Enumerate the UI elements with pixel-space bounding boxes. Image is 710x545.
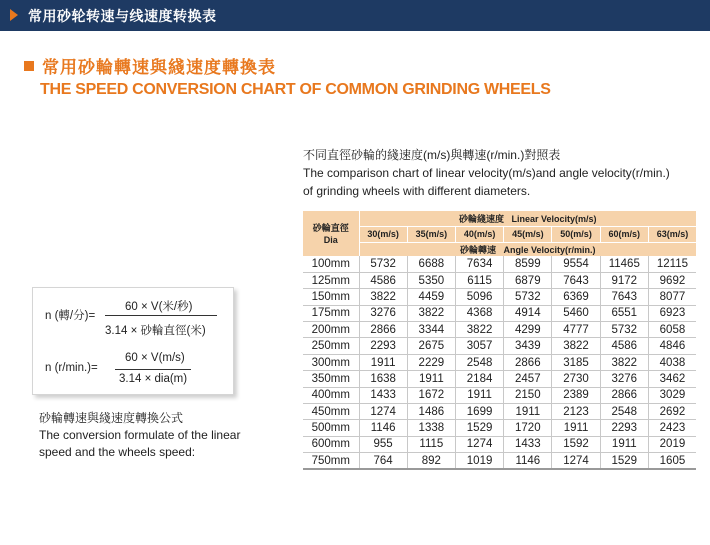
rpm-cell: 1146 — [359, 420, 407, 436]
speed-column-header: 35(m/s) — [407, 226, 455, 242]
speed-column-header: 63(m/s) — [648, 226, 696, 242]
rpm-cell: 2866 — [359, 322, 407, 338]
rpm-cell: 4368 — [455, 305, 503, 321]
rpm-cell: 3276 — [359, 305, 407, 321]
rpm-cell: 4038 — [648, 354, 696, 370]
speed-column-header: 45(m/s) — [504, 226, 552, 242]
rpm-cell: 1638 — [359, 371, 407, 387]
diameter-cell: 175mm — [303, 305, 359, 321]
formula2-fraction-bar — [115, 369, 191, 370]
speed-column-header: 30(m/s) — [359, 226, 407, 242]
linear-velocity-header: 砂輪綫速度 Linear Velocity(m/s) — [359, 211, 696, 226]
table-corner-header — [303, 211, 359, 256]
formula1-denominator: 3.14 × 砂輪直徑(米) — [105, 325, 206, 337]
rpm-cell: 1911 — [504, 404, 552, 420]
rpm-cell: 1699 — [455, 404, 503, 420]
rpm-cell: 2675 — [407, 338, 455, 354]
rpm-cell: 2229 — [407, 354, 455, 370]
rpm-cell: 1911 — [455, 387, 503, 403]
corner-zh: 砂輪直徑 — [312, 222, 349, 233]
rpm-cell: 1433 — [504, 436, 552, 452]
speed-column-header: 40(m/s) — [455, 226, 503, 242]
rpm-cell: 6688 — [407, 256, 455, 272]
rpm-cell: 955 — [359, 436, 407, 452]
formula1-left: n (轉/分)= — [45, 310, 96, 322]
rpm-cell: 6879 — [504, 272, 552, 288]
rpm-cell: 2389 — [552, 387, 600, 403]
rpm-cell: 5732 — [600, 322, 648, 338]
rpm-cell: 1720 — [504, 420, 552, 436]
diameter-cell: 450mm — [303, 404, 359, 420]
diameter-cell: 600mm — [303, 436, 359, 452]
diameter-cell: 200mm — [303, 322, 359, 338]
rpm-cell: 9554 — [552, 256, 600, 272]
rpm-cell: 6551 — [600, 305, 648, 321]
rpm-cell: 4914 — [504, 305, 552, 321]
table-row — [303, 420, 696, 436]
description-en-line2: of grinding wheels with different diameters. — [303, 184, 531, 198]
description-zh: 不同直徑砂輪的綫速度(m/s)與轉速(r/min.)對照表 — [303, 148, 561, 162]
formula1-fraction-bar — [105, 315, 217, 316]
diameter-cell: 125mm — [303, 272, 359, 288]
rpm-cell: 4586 — [600, 338, 648, 354]
formula-box — [32, 287, 234, 395]
table-row — [303, 354, 696, 370]
rpm-cell: 8599 — [504, 256, 552, 272]
rpm-cell: 2184 — [455, 371, 503, 387]
diameter-cell: 100mm — [303, 256, 359, 272]
rpm-cell: 5732 — [504, 289, 552, 305]
rpm-cell: 11465 — [600, 256, 648, 272]
rpm-cell: 4777 — [552, 322, 600, 338]
rpm-cell: 2457 — [504, 371, 552, 387]
table-row — [303, 387, 696, 403]
rpm-cell: 6115 — [455, 272, 503, 288]
rpm-cell: 1146 — [504, 453, 552, 469]
rpm-cell: 7643 — [552, 272, 600, 288]
rpm-cell: 1592 — [552, 436, 600, 452]
rpm-cell: 5350 — [407, 272, 455, 288]
rpm-cell: 1115 — [407, 436, 455, 452]
rpm-cell: 1019 — [455, 453, 503, 469]
rpm-cell: 3276 — [600, 371, 648, 387]
rpm-cell: 1911 — [359, 354, 407, 370]
orange-square-icon — [24, 61, 34, 71]
rpm-cell: 1529 — [600, 453, 648, 469]
diameter-cell: 400mm — [303, 387, 359, 403]
table-row — [303, 371, 696, 387]
rpm-cell: 5732 — [359, 256, 407, 272]
rpm-cell: 7634 — [455, 256, 503, 272]
top-bar — [0, 0, 710, 31]
speed-column-header: 60(m/s) — [600, 226, 648, 242]
rpm-cell: 9692 — [648, 272, 696, 288]
rpm-cell: 1605 — [648, 453, 696, 469]
rpm-cell: 1274 — [455, 436, 503, 452]
formula-caption — [39, 410, 240, 461]
heading-zh: 常用砂輪轉速與綫速度轉換表 — [42, 58, 276, 77]
rpm-cell: 2423 — [648, 420, 696, 436]
rpm-cell: 3822 — [455, 322, 503, 338]
rpm-cell: 1529 — [455, 420, 503, 436]
rpm-cell: 4846 — [648, 338, 696, 354]
diameter-cell: 500mm — [303, 420, 359, 436]
formula2-numerator: 60 × V(m/s) — [125, 352, 185, 364]
rpm-cell: 2548 — [600, 404, 648, 420]
rpm-cell: 3185 — [552, 354, 600, 370]
rpm-cell: 2293 — [600, 420, 648, 436]
rpm-cell: 8077 — [648, 289, 696, 305]
rpm-cell: 4459 — [407, 289, 455, 305]
section-heading — [24, 53, 551, 99]
formula2-left: n (r/min.)= — [45, 362, 98, 374]
rpm-cell: 2692 — [648, 404, 696, 420]
rpm-cell: 2866 — [504, 354, 552, 370]
table-row — [303, 404, 696, 420]
conversion-table — [303, 211, 696, 470]
table-row — [303, 322, 696, 338]
speed-column-header: 50(m/s) — [552, 226, 600, 242]
rpm-cell: 892 — [407, 453, 455, 469]
rpm-cell: 2019 — [648, 436, 696, 452]
formula1-numerator: 60 × V(米/秒) — [125, 301, 193, 313]
rpm-cell: 2866 — [600, 387, 648, 403]
rpm-cell: 4299 — [504, 322, 552, 338]
corner-en: Dia — [323, 234, 338, 245]
rpm-cell: 1433 — [359, 387, 407, 403]
rpm-cell: 9172 — [600, 272, 648, 288]
heading-en: THE SPEED CONVERSION CHART OF COMMON GRINDING WHEELS — [40, 81, 551, 98]
formula-caption-en-line2: speed and the wheels speed: — [39, 445, 196, 459]
diameter-cell: 300mm — [303, 354, 359, 370]
rpm-cell: 1672 — [407, 387, 455, 403]
diameter-cell: 350mm — [303, 371, 359, 387]
top-bar-title: 常用砂轮转速与线速度转换表 — [28, 7, 217, 24]
rpm-cell: 1274 — [552, 453, 600, 469]
rpm-cell: 1338 — [407, 420, 455, 436]
rpm-cell: 2730 — [552, 371, 600, 387]
diameter-cell: 750mm — [303, 453, 359, 469]
description-en-line1: The comparison chart of linear velocity(m/s)and angle velocity(r/min.) — [303, 166, 670, 180]
rpm-cell: 3822 — [359, 289, 407, 305]
rpm-cell: 7643 — [600, 289, 648, 305]
rpm-cell: 4586 — [359, 272, 407, 288]
table-row — [303, 289, 696, 305]
rpm-cell: 3057 — [455, 338, 503, 354]
rpm-cell: 3439 — [504, 338, 552, 354]
rpm-cell: 3822 — [552, 338, 600, 354]
rpm-cell: 3822 — [600, 354, 648, 370]
rpm-cell: 6058 — [648, 322, 696, 338]
table-row — [303, 272, 696, 288]
chevron-right-icon — [8, 0, 22, 31]
formula-caption-en-line1: The conversion formulate of the linear — [39, 428, 241, 442]
rpm-cell: 1911 — [552, 420, 600, 436]
rpm-cell: 2293 — [359, 338, 407, 354]
diameter-cell: 250mm — [303, 338, 359, 354]
rpm-cell: 3462 — [648, 371, 696, 387]
rpm-cell: 1911 — [600, 436, 648, 452]
table-row — [303, 338, 696, 354]
chart-description — [303, 146, 670, 200]
rpm-cell: 1274 — [359, 404, 407, 420]
table-row — [303, 453, 696, 469]
angle-velocity-header: 砂輪轉速 Angle Velocity(r/min.) — [359, 242, 696, 256]
rpm-cell: 12115 — [648, 256, 696, 272]
table-row — [303, 436, 696, 452]
rpm-cell: 2123 — [552, 404, 600, 420]
rpm-cell: 3822 — [407, 305, 455, 321]
table-row — [303, 256, 696, 272]
formula2-denominator: 3.14 × dia(m) — [119, 373, 188, 385]
rpm-cell: 6369 — [552, 289, 600, 305]
rpm-cell: 6923 — [648, 305, 696, 321]
rpm-cell: 764 — [359, 453, 407, 469]
rpm-cell: 3344 — [407, 322, 455, 338]
table-row — [303, 305, 696, 321]
rpm-cell: 1486 — [407, 404, 455, 420]
rpm-cell: 5460 — [552, 305, 600, 321]
diameter-cell: 150mm — [303, 289, 359, 305]
rpm-cell: 2150 — [504, 387, 552, 403]
rpm-cell: 1911 — [407, 371, 455, 387]
rpm-cell: 3029 — [648, 387, 696, 403]
formula-caption-zh: 砂輪轉速與綫速度轉換公式 — [39, 411, 184, 425]
rpm-cell: 2548 — [455, 354, 503, 370]
rpm-cell: 5096 — [455, 289, 503, 305]
